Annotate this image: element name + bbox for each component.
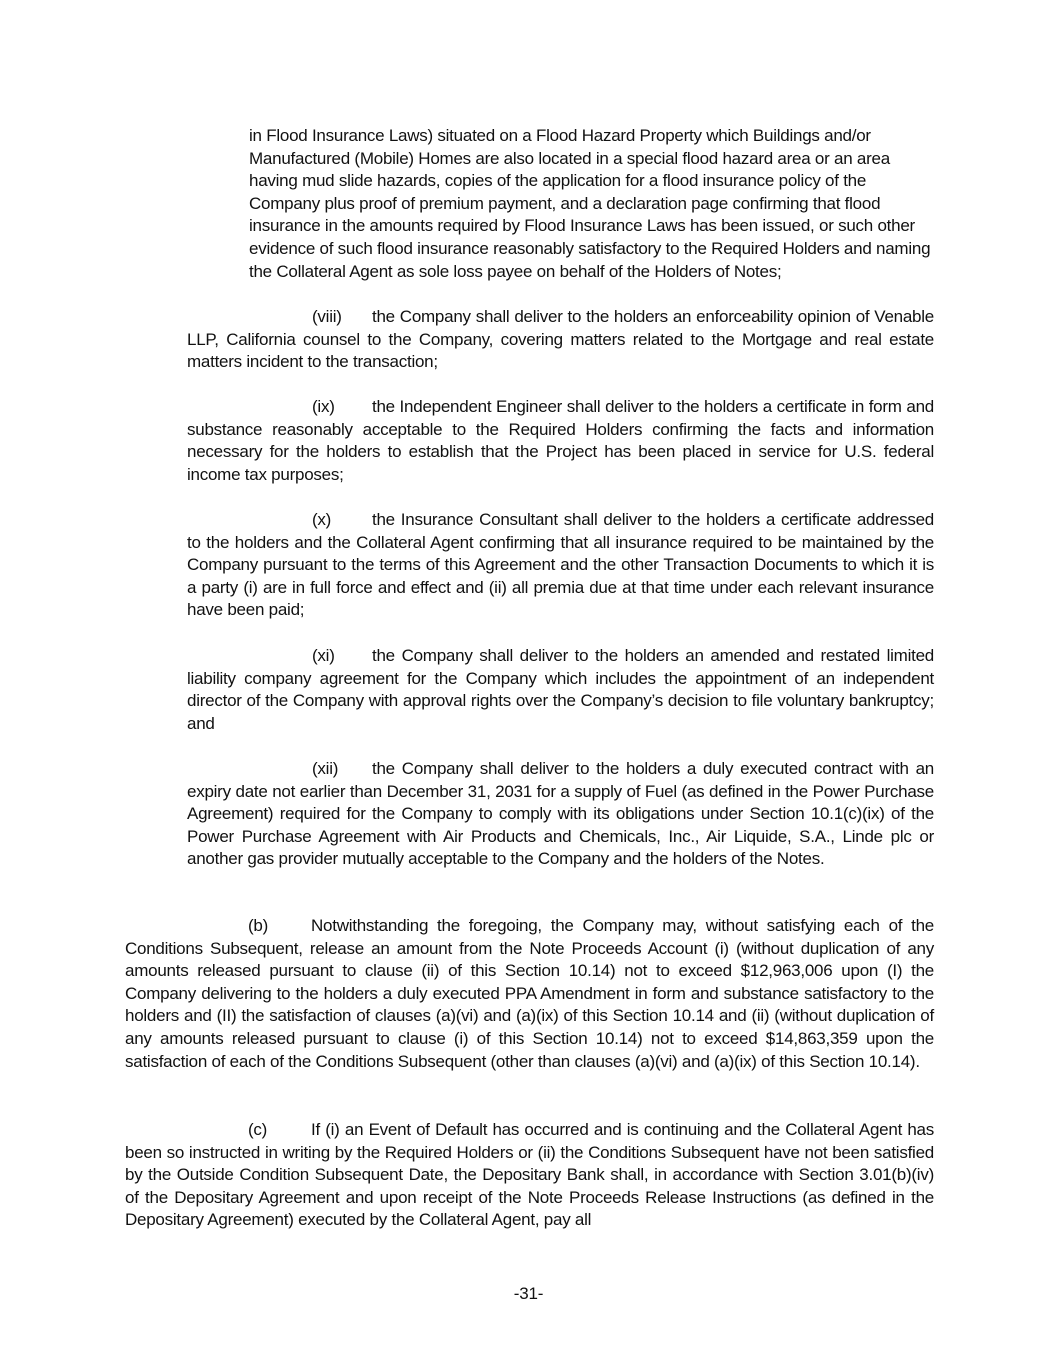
clause-label: (xi): [312, 646, 335, 665]
continuation-paragraph: in Flood Insurance Laws) situated on a Flood Hazard Property which Buildings and/or Manufactured (Mobile) Homes are also located in a special flood hazard area or an area having mud slide hazards, copies of the application for a flood insurance policy of the Company plus proof of premium payment, and a declaration page confirming that flood insurance in the amounts required by Flood Insurance Laws has been issued, or such other evidence of such flood insurance reasonably satisfactory to the Required Holders and naming the Collateral Agent as sole loss payee on behalf of the Holders of Notes;: [249, 126, 931, 281]
clause-text: the Insurance Consultant shall deliver to the holders a certificate addressed to the holders and the Collateral Agent confirming that all insurance required to be maintained by the Company pursuant to the terms of this Agreement and the other Transaction Documents to which it is a party (i) are in full force and effect and (ii) all premia due at that time under each relevant insurance have been paid;: [187, 510, 934, 620]
clause-label: (x): [312, 510, 332, 529]
clause-text: the Company shall deliver to the holders a duly executed contract with an expiry date not earlier than December 31, 2031 for a supply of Fuel (as defined in the Power Purchase Agreement) required for the Company to comply with its obligations under Section 10.1(c)(ix) of the Power Purchase Agreement with Air Products and Chemicals, Inc., Air Liquide, S.A., Linde plc or another gas provider mutually acceptable to the Company and the holders of the Notes.: [187, 759, 934, 869]
section-label: (b): [248, 916, 269, 935]
clause-text: the Company shall deliver to the holders an enforceability opinion of Venable LLP, California counsel to the Company, covering matters related to the Mortgage and real estate matters incident to the transaction;: [187, 307, 934, 372]
section-text: Notwithstanding the foregoing, the Company may, without satisfying each of the Conditions Subsequent, release an amount from the Note Proceeds Account (i) (without duplication of any amounts released pursuant to clause (ii) of this Section 10.14) not to exceed $12,963,006 upon (I) the Company delivering to the holders a duly executed PPA Amendment in form and substance satisfactory to the holders and (II) the satisfaction of clauses (a)(vi) and (a)(ix) of this Section 10.14 and (ii) (without duplication of any amounts released pursuant to clause (i) of this Section 10.14) not to exceed $14,863,359 upon the satisfaction of each of the Conditions Subsequent (other than clauses (a)(vi) and (a)(ix) of this Section 10.14).: [125, 916, 934, 1071]
page-number: -31-: [513, 1284, 544, 1303]
clause-text: the Independent Engineer shall deliver to the holders a certificate in form and substance reasonably acceptable to the Required Holders confirming the facts and information necessary for the holders to establish that the Project has been placed in service for U.S. federal income tax purposes;: [187, 397, 934, 484]
clause-text: the Company shall deliver to the holders an amended and restated limited liability company agreement for the Company which includes the appointment of an independent director of the Company with approval rights over the Company’s decision to file voluntary bankruptcy; and: [187, 646, 934, 733]
clause-ix: [187, 396, 934, 486]
section-label: (c): [248, 1120, 268, 1139]
clause-label: (xii): [312, 759, 339, 778]
clause-x: [187, 509, 934, 622]
clause-label: (viii): [312, 307, 342, 326]
clause-xi: [187, 645, 934, 735]
section-text: If (i) an Event of Default has occurred and is continuing and the Collateral Agent has been so instructed in writing by the Required Holders or (ii) the Conditions Subsequent have not been satisfied by the Outside Condition Subsequent Date, the Depositary Bank shall, in accordance with Section 3.01(b)(iv) of the Depositary Agreement and upon receipt of the Note Proceeds Release Instructions (as defined in the Depositary Agreement) executed by the Collateral Agent, pay all: [125, 1120, 934, 1230]
section-c: [125, 1119, 934, 1232]
section-b: [125, 915, 934, 1073]
clause-label: (ix): [312, 397, 335, 416]
clause-xii: [187, 758, 934, 871]
clause-viii: [187, 306, 934, 374]
